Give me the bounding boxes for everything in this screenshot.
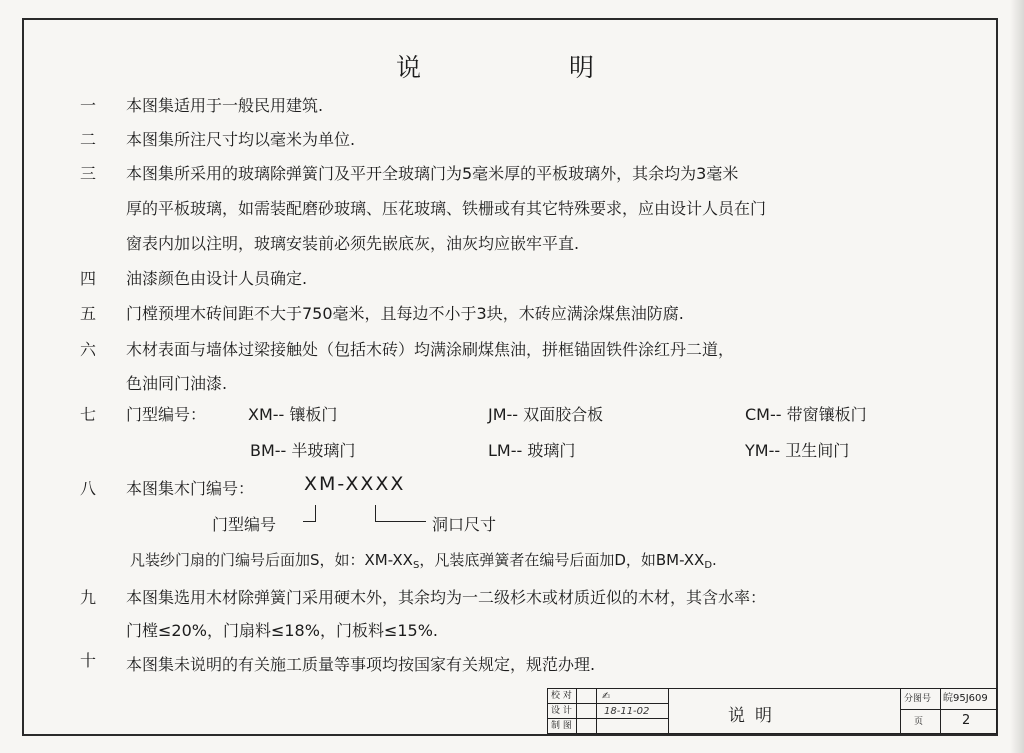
item-text: 本图集未说明的有关施工质量等事项均按国家有关规定，规范办理. bbox=[126, 655, 596, 674]
suffix-note-end: . bbox=[712, 551, 717, 569]
item-number: 四 bbox=[79, 269, 96, 288]
item-text: 窗表内加以注明，玻璃安装前必须先嵌底灰，油灰均应嵌牢平直. bbox=[126, 234, 580, 253]
role-drafter: 制 图 bbox=[551, 721, 572, 731]
bracket-line-left bbox=[303, 505, 316, 522]
door-type-cm: CM-- 带窗镶板门 bbox=[745, 405, 867, 424]
door-type-bm: BM-- 半玻璃门 bbox=[250, 441, 356, 460]
title-block-title: 说明 bbox=[728, 706, 782, 726]
suffix-note bbox=[130, 549, 717, 571]
item-number: 十 bbox=[79, 651, 96, 670]
item-text: 厚的平板玻璃，如需装配磨砂玻璃、压花玻璃、铁栅或有其它特殊要求，应由设计人员在门 bbox=[126, 199, 767, 218]
item-text: 门樘预埋木砖间距不大于750毫米，且每边不小于3块，木砖应满涂煤焦油防腐. bbox=[126, 304, 684, 323]
signature-date: 18-11-02 bbox=[604, 706, 650, 717]
item-number: 三 bbox=[79, 164, 96, 183]
item-number: 九 bbox=[79, 588, 96, 607]
signature-checker: ✍ bbox=[602, 691, 611, 702]
item-text: 门樘≤20%，门扇料≤18%，门板料≤15%. bbox=[126, 621, 438, 640]
page-label: 页 bbox=[914, 717, 924, 727]
door-type-xm: XM-- 镶板门 bbox=[248, 405, 338, 424]
item-text: 门型编号： bbox=[126, 405, 207, 424]
page-number: 2 bbox=[962, 713, 971, 728]
bracket-line-right bbox=[375, 505, 426, 522]
item-number: 八 bbox=[79, 479, 96, 498]
role-checker: 校 对 bbox=[551, 691, 572, 701]
role-designer: 设 计 bbox=[551, 706, 572, 716]
door-type-ym: YM-- 卫生间门 bbox=[745, 441, 850, 460]
item-text: 本图集所注尺寸均以毫米为单位. bbox=[126, 130, 356, 149]
door-code-size-label: 洞口尺寸 bbox=[432, 515, 497, 534]
door-code-type-label: 门型编号 bbox=[212, 515, 277, 534]
suffix-note-part2: ，凡装底弹簧者在编号后面加D，如BM-XX bbox=[419, 551, 705, 569]
page-title: 说 明 bbox=[396, 53, 664, 82]
suffix-note-part1: 凡装纱门扇的门编号后面加S，如：XM-XX bbox=[130, 551, 413, 569]
door-type-jm: JM-- 双面胶合板 bbox=[488, 405, 604, 424]
atlas-label: 分图号 bbox=[904, 694, 932, 704]
item-text: 色油同门油漆. bbox=[126, 374, 228, 393]
item-text: 油漆颜色由设计人员确定. bbox=[126, 269, 308, 288]
item-number: 七 bbox=[79, 405, 96, 424]
item-text: 木材表面与墙体过梁接触处（包括木砖）均满涂刷煤焦油，拼框锚固铁件涂红丹二道， bbox=[126, 340, 735, 359]
item-number: 二 bbox=[79, 130, 96, 149]
atlas-code: 皖95J609 bbox=[943, 693, 988, 704]
door-code-format: XM-XXXX bbox=[304, 473, 406, 495]
item-number: 一 bbox=[79, 96, 96, 115]
suffix-note-sub-s: S bbox=[412, 560, 420, 571]
item-text: 本图集适用于一般民用建筑. bbox=[126, 96, 324, 115]
suffix-note-sub-d: D bbox=[704, 560, 713, 571]
item-number: 五 bbox=[79, 304, 96, 323]
item-number: 六 bbox=[79, 340, 96, 359]
item-text: 本图集木门编号： bbox=[126, 479, 255, 498]
title-block bbox=[547, 688, 997, 734]
page-edge-shadow bbox=[1010, 0, 1024, 753]
item-text: 本图集选用木材除弹簧门采用硬木外，其余均为一二级杉木或材质近似的木材，其含水率： bbox=[126, 588, 767, 607]
door-type-lm: LM-- 玻璃门 bbox=[488, 441, 576, 460]
item-text: 本图集所采用的玻璃除弹簧门及平开全玻璃门为5毫米厚的平板玻璃外，其余均为3毫米 bbox=[126, 164, 739, 183]
